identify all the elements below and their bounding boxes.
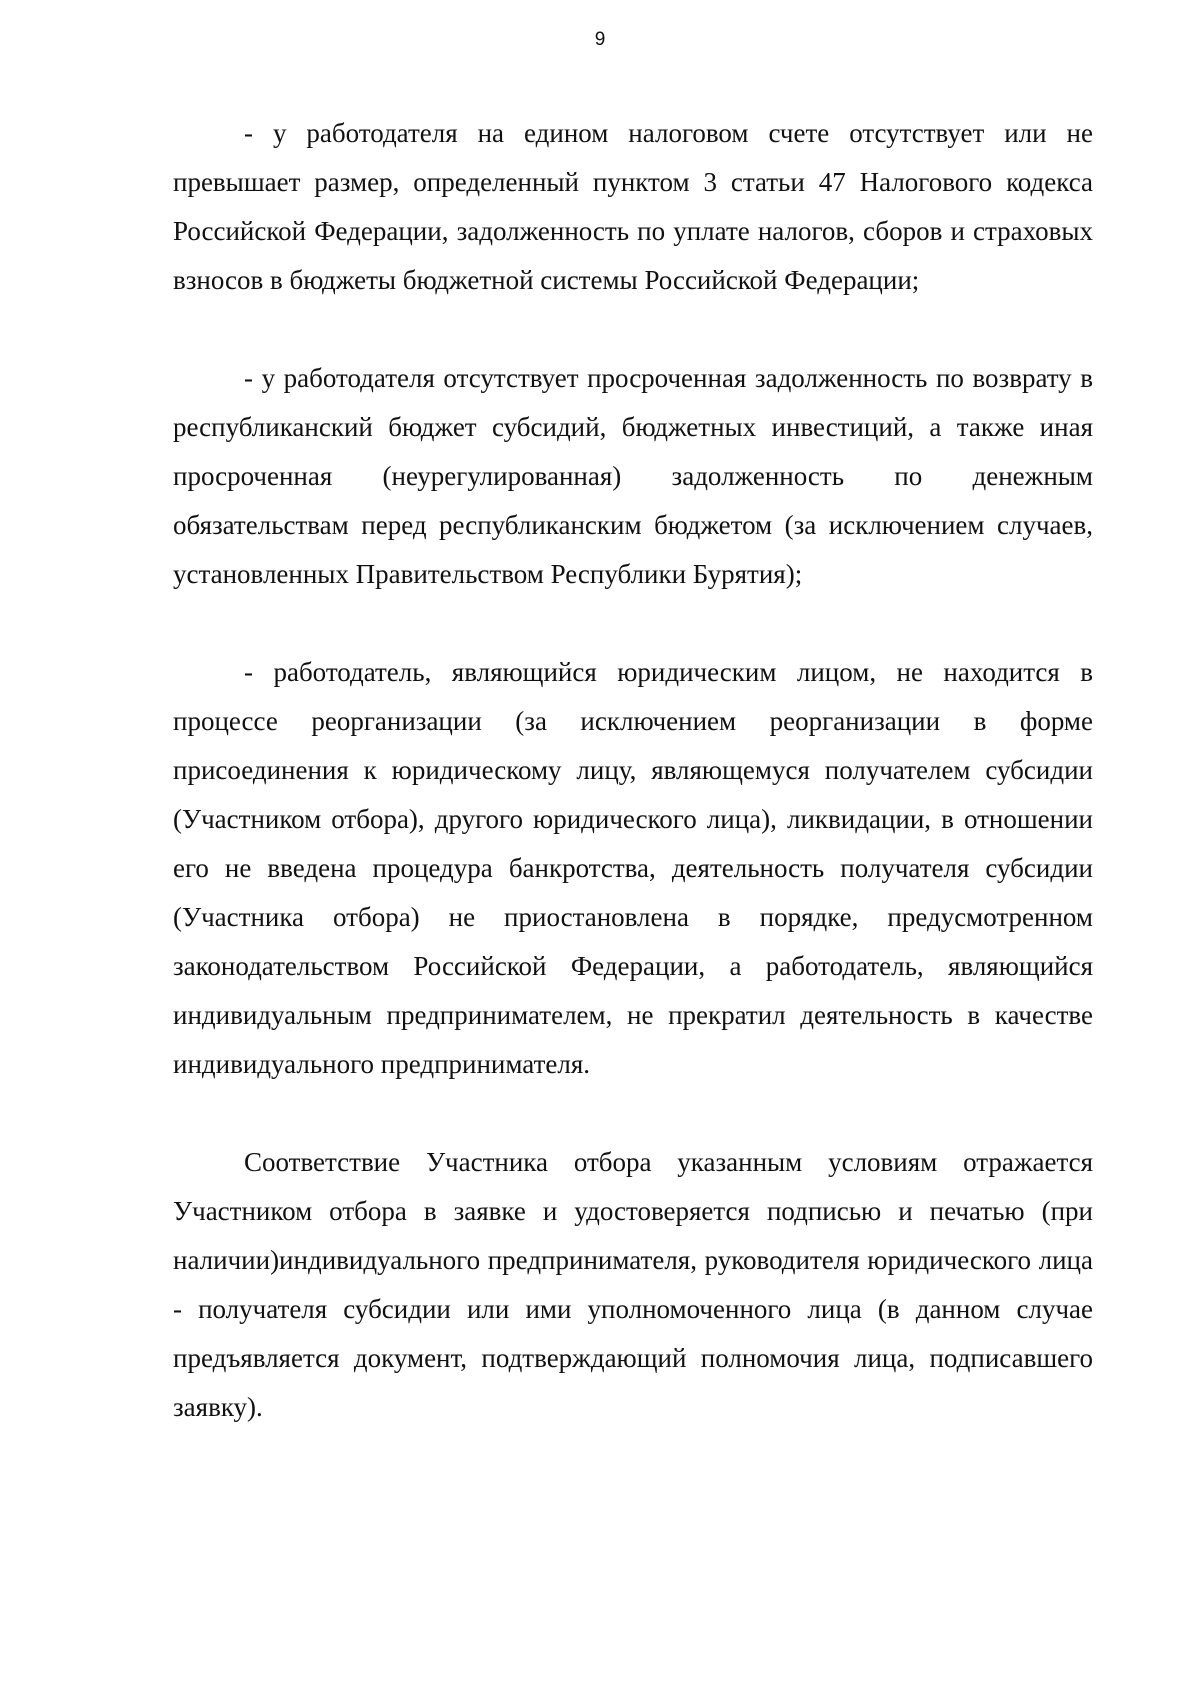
page-number: 9 <box>594 29 606 50</box>
paragraph-tax-debt-condition: - у работодателя на едином налоговом счете отсутствует или не превышает размер, определенный пунктом 3 статьи 47 Налогового кодекса Российской Федерации, задолженность по уплате налогов, сборов и страховых взносов в бюджеты бюджетной системы Российской Федерации; <box>173 118 1093 295</box>
paragraph-overdue-debt-condition: - у работодателя отсутствует просроченная задолженность по возврату в республиканский бюджет субсидий, бюджетных инвестиций, а также иная просроченная (неурегулированная) задолженность по денежным обязательствам перед республиканским бюджетом (за исключением случаев, установленных Правительством Республики Бурятия); <box>173 363 1093 589</box>
document-body <box>173 109 1093 1432</box>
paragraph-reorganization-condition: - работодатель, являющийся юридическим лицом, не находится в процессе реорганизации (за исключением реорганизации в форме присоединения к юридическому лицу, являющемуся получателем субсидии (Участником отбора), другого юридического лица), ликвидации, в отношении его не введена процедура банкротства, деятельность получателя субсидии (Участника отбора) не приостановлена в порядке, предусмотренном законодательством Российской Федерации, а работодатель, являющийся индивидуальным предпринимателем, не прекратил деятельность в качестве индивидуального предпринимателя. <box>173 657 1093 1079</box>
paragraph-compliance-confirmation: Соответствие Участника отбора указанным условиям отражается Участником отбора в заявке и удостоверяется подписью и печатью (при наличии)индивидуального предпринимателя, руководителя юридического лица - получателя субсидии или ими уполномоченного лица (в данном случае предъявляется документ, подтверждающий полномочия лица, подписавшего заявку). <box>173 1147 1093 1422</box>
